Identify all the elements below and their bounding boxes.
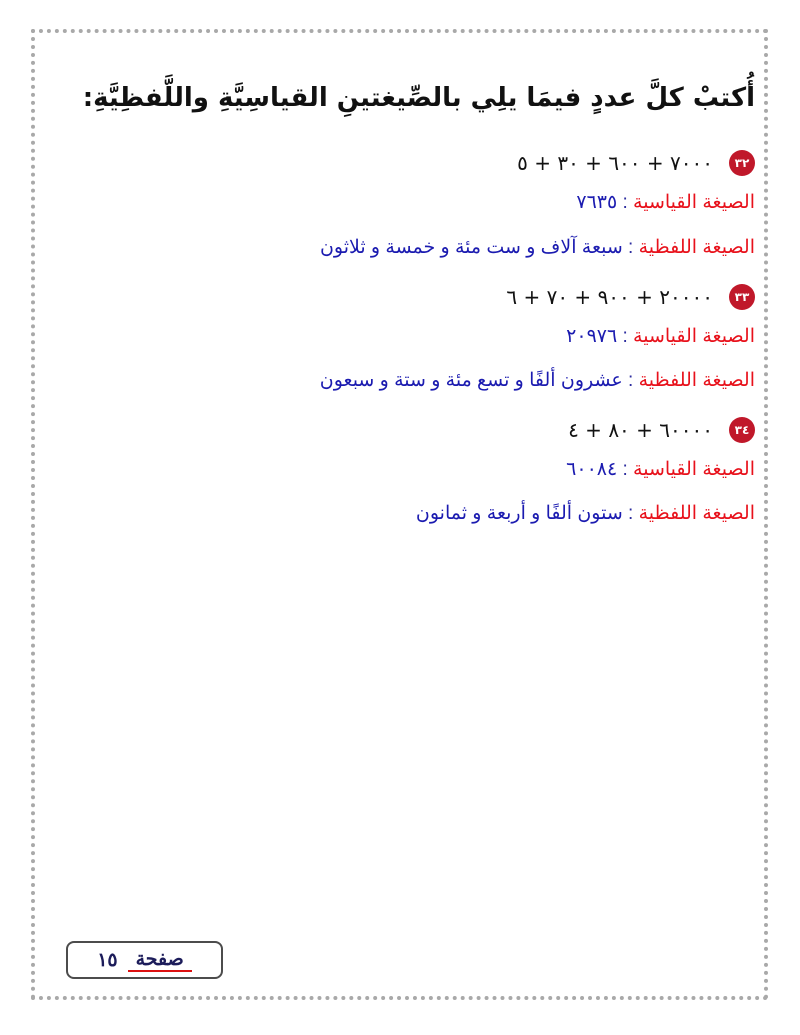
separator: :: [622, 503, 639, 525]
separator: :: [617, 325, 634, 347]
verbal-form-label: الصيغة اللفظية: [638, 503, 755, 525]
separator: :: [617, 458, 634, 480]
exercise-number-badge: ٣٣: [729, 284, 755, 310]
page-number-tag: [66, 941, 223, 979]
standard-form-line: [55, 324, 755, 351]
exercise-34: [55, 413, 755, 528]
verbal-form-line: [55, 501, 755, 528]
standard-form-line: [55, 190, 755, 217]
separator: :: [622, 236, 639, 258]
expanded-form-expression: ٢٠٠٠٠ + ٩٠٠ + ٧٠ + ٦: [506, 284, 713, 309]
verbal-form-line: [55, 235, 755, 262]
verbal-form-line: [55, 368, 755, 395]
exercise-33: [55, 280, 755, 395]
verbal-form-label: الصيغة اللفظية: [638, 236, 755, 258]
verbal-form-value: سبعة آلاف و ست مئة و خمسة و ثلاثون: [319, 236, 623, 258]
exercise-row: [55, 146, 755, 180]
separator: :: [617, 192, 634, 214]
verbal-form-value: عشرون ألفًا و تسع مئة و ستة و سبعون: [319, 370, 623, 392]
exercise-row: [55, 413, 755, 447]
verbal-form-value: ستون ألفًا و أربعة و ثمانون: [415, 503, 623, 525]
standard-form-line: [55, 457, 755, 484]
standard-form-value: ٢٠٩٧٦: [566, 325, 618, 347]
exercise-32: [55, 146, 755, 261]
expanded-form-expression: ٧٠٠٠ + ٦٠٠ + ٣٠ + ٥: [517, 151, 713, 176]
instruction-heading: أُكتبْ كلَّ عددٍ فيمَا يلِي بالصِّيغتينِ القياسِيَّةِ واللَّفظِيَّةِ:: [82, 83, 755, 113]
expanded-form-expression: ٦٠٠٠٠ + ٨٠ + ٤: [568, 417, 713, 442]
verbal-form-label: الصيغة اللفظية: [638, 370, 755, 392]
standard-form-value: ٦٠٠٨٤: [566, 458, 618, 480]
standard-form-label: الصيغة القياسية: [633, 325, 755, 347]
page-label: صفحة: [128, 948, 192, 972]
standard-form-label: الصيغة القياسية: [633, 458, 755, 480]
exercise-number-badge: ٣٢: [729, 150, 755, 176]
page-number: ١٥: [97, 949, 118, 971]
exercise-row: [55, 280, 755, 314]
exercise-number-badge: ٣٤: [729, 417, 755, 443]
standard-form-label: الصيغة القياسية: [633, 192, 755, 214]
standard-form-value: ٧٦٣٥: [576, 192, 618, 214]
worksheet: [55, 60, 755, 546]
separator: :: [622, 370, 639, 392]
